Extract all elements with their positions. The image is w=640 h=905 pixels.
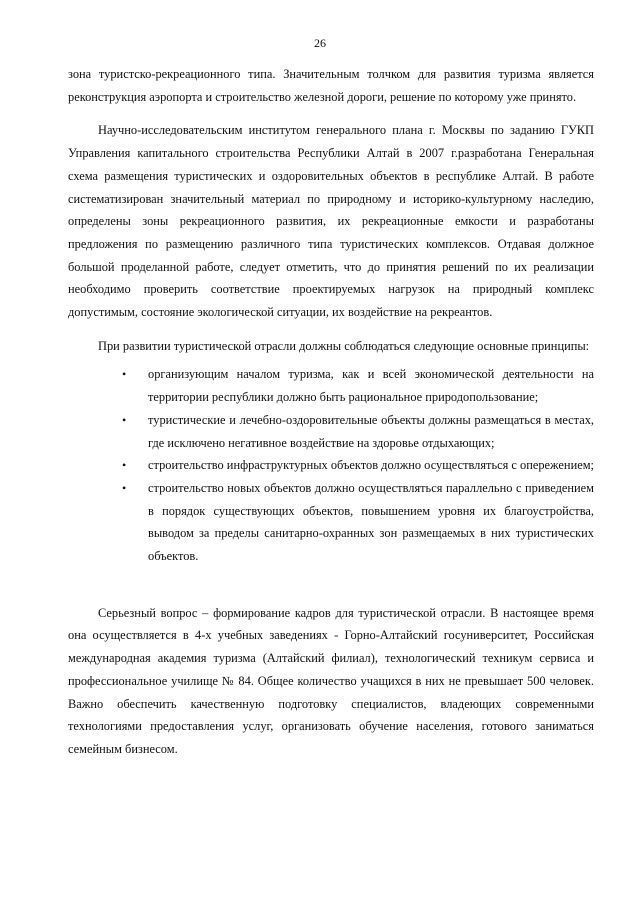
bullet-icon: • (122, 480, 127, 495)
page-number: 26 (314, 36, 326, 50)
principles-list (68, 363, 594, 567)
list-item-text: строительство инфраструктурных объектов должно осуществляться с опережением; (148, 458, 594, 473)
paragraph-general-scheme: Научно-исследовательским институтом генерального плана г. Москвы по заданию ГУКП Управления капитального строительства Республики Алтай в 2007 г.разработана Генеральная схема размещения туристических и оздоровительных объектов в республике Алтай. В работе систематизирован значительный материал по природному и историко-культурному наследию, определены зоны рекреационного развития, их рекреационные емкости и разработаны предложения по размещению различного типа туристических комплексов. Отдавая должное большой проделанной работе, следует отметить, что до принятия решений по их реализации необходимо проверить соответствие проектируемых нагрузок на природный комплекс допустимым, состояние экологической ситуации, их воздействие на рекреантов. (68, 123, 594, 320)
list-item (122, 477, 594, 568)
paragraph-personnel: Серьезный вопрос – формирование кадров для туристической отрасли. В настоящее время она осуществляется в 4-х учебных заведениях - Горно-Алтайский госуниверситет, Российская международная академия туризма (Алтайский филиал), технологический техникум сервиса и профессиональное училище № 84. Общее количество учащихся в них не превышает 500 человек. Важно обеспечить качественную подготовку специалистов, владеющих современными технологиями предоставления услуг, организовать обучение населения, готового заниматься семейным бизнесом. (68, 605, 594, 756)
list-item-text: строительство новых объектов должно осуществляться параллельно с приведением в порядок существующих объектов, повышением уровня их благоустройства, выводом за пределы санитарно-охранных зон размещаемых в них туристических объектов. (148, 480, 594, 564)
list-item (122, 409, 594, 454)
bullet-icon: • (122, 367, 127, 382)
list-item-text: туристические и лечебно-оздоровительные объекты должны размещаться в местах, где исключено негативное воздействие на здоровье отдыхающих; (148, 412, 594, 450)
list-item (122, 454, 594, 477)
list-item (122, 363, 594, 408)
paragraph-principles-intro: При развитии туристической отрасли должны соблюдаться следующие основные принципы: (98, 338, 590, 353)
bullet-icon: • (122, 458, 127, 473)
document-body (68, 63, 594, 761)
bullet-icon: • (122, 412, 127, 427)
list-item-text: организующим началом туризма, как и всей экономической деятельности на территории республики должно быть рациональное природопользование; (148, 367, 594, 405)
paragraph-continuation: зона туристско-рекреационного типа. Значительным толчком для развития туризма является реконструкция аэропорта и строительство железной дороги, решение по которому уже принято. (68, 67, 594, 104)
